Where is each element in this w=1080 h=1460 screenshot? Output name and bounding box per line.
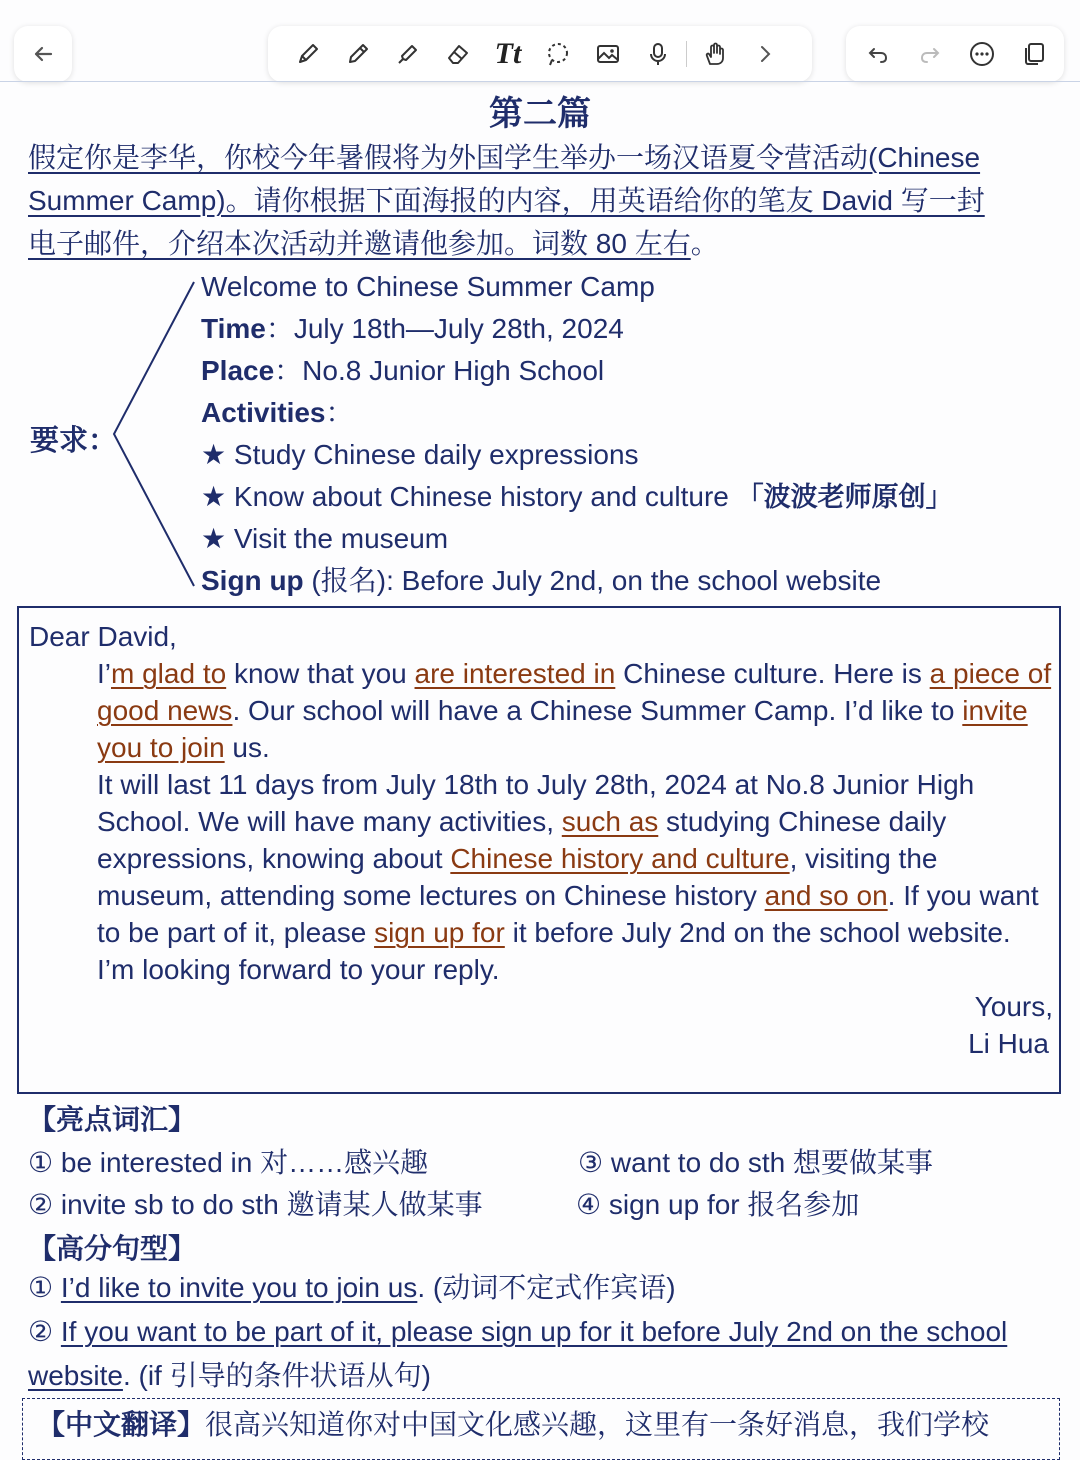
letter-greeting: Dear David, <box>29 621 177 652</box>
poster-content <box>201 266 1061 602</box>
back-arrow-icon[interactable] <box>21 32 65 76</box>
vocab-item: ③ want to do sth 想要做某事 <box>578 1147 933 1178</box>
pencil-icon[interactable] <box>336 32 380 76</box>
microphone-icon[interactable] <box>636 32 680 76</box>
lasso-icon[interactable] <box>536 32 580 76</box>
sentence-1: ① I’d like to invite you to join us. (动词不定式作宾语) <box>28 1272 676 1303</box>
prompt-line: 电子邮件，介绍本次活动并邀请他参加。词数 80 左右。 <box>28 228 719 259</box>
image-icon[interactable] <box>586 32 630 76</box>
page-title: 第二篇 <box>489 95 591 133</box>
star-icon: ★ <box>201 523 227 554</box>
letter-closing: Yours, <box>974 991 1053 1022</box>
translation-box <box>22 1398 1060 1460</box>
sentences-heading: 【高分句型】 <box>28 1233 197 1264</box>
activity-item: ★ Visit the museum <box>201 523 449 554</box>
eraser-icon[interactable] <box>436 32 480 76</box>
pen-icon[interactable] <box>286 32 330 76</box>
bracket-lines <box>108 278 204 592</box>
letter-paragraph-3: I’m looking forward to your reply. <box>97 954 500 985</box>
pages-icon[interactable] <box>1012 32 1056 76</box>
letter-paragraph-1: I’m glad to know that you are interested in Chinese culture. Here is a piece of good news. Our school will have a Chinese Summer Camp. I’d like to invite you to join us. <box>97 658 1052 763</box>
poster-time: Time：July 18th—July 28th, 2024 <box>201 313 624 344</box>
poster-activities: Activities： <box>201 397 354 428</box>
poster-heading: Welcome to Chinese Summer Camp <box>201 271 655 302</box>
highlighter-icon[interactable] <box>386 32 430 76</box>
activity-item: ★ Know about Chinese history and culture 「波波老师原创」 <box>201 481 953 512</box>
vocab-heading: 【亮点词汇】 <box>28 1104 197 1135</box>
toolbar-separator <box>0 81 1080 82</box>
prompt-line: 假定你是李华，你校今年暑假将为外国学生举办一场汉语夏令营活动(Chinese <box>28 142 981 173</box>
tools-toolbar <box>268 26 812 82</box>
writing-prompt <box>28 136 1058 265</box>
hand-icon[interactable] <box>693 32 737 76</box>
requirement-label: 要求： <box>30 425 118 457</box>
star-icon: ★ <box>201 481 227 512</box>
actions-toolbar <box>846 26 1064 82</box>
undo-icon[interactable] <box>856 32 900 76</box>
letter-box <box>17 606 1061 1094</box>
star-icon: ★ <box>201 439 227 470</box>
toolbar-divider <box>686 41 687 67</box>
letter-text <box>29 618 1053 1062</box>
sentence-2: ② If you want to be part of it, please sign up for it before July 2nd on the school website. (if 引导的条件状语从句) <box>28 1316 1008 1391</box>
vocab-item: ① be interested in 对……感兴趣 <box>28 1147 429 1178</box>
letter-paragraph-2: It will last 11 days from July 18th to July 28th, 2024 at No.8 Junior High School. We will have many activities, such as studying Chinese daily expressions, knowing about Chinese history and culture, visiting the museum, attending some lectures on Chinese history and so on. If you want to be part of it, please sign up for it before July 2nd on the school website. <box>97 769 1039 948</box>
vocab-item: ④ sign up for 报名参加 <box>576 1189 860 1220</box>
poster-signup: Sign up (报名): Before July 2nd, on the school website <box>201 565 882 596</box>
vocab-item: ② invite sb to do sth 邀请某人做某事 <box>28 1189 483 1220</box>
chevron-right-icon[interactable] <box>743 32 787 76</box>
letter-signature: Li Hua <box>968 1028 1049 1059</box>
redo-icon[interactable] <box>908 32 952 76</box>
activity-item: ★ Study Chinese daily expressions <box>201 439 639 470</box>
back-button-box <box>14 26 72 82</box>
more-icon[interactable] <box>960 32 1004 76</box>
poster-place: Place：No.8 Junior High School <box>201 355 605 386</box>
prompt-line: Summer Camp)。请你根据下面海报的内容，用英语给你的笔友 David 写一封 <box>28 185 985 216</box>
translation-text: 【中文翻译】很高兴知道你对中国文化感兴趣，这里有一条好消息，我们学校 <box>37 1409 990 1440</box>
text-tool-icon[interactable]: Tt <box>494 37 522 70</box>
watermark-label: 「波波老师原创」 <box>736 482 953 512</box>
